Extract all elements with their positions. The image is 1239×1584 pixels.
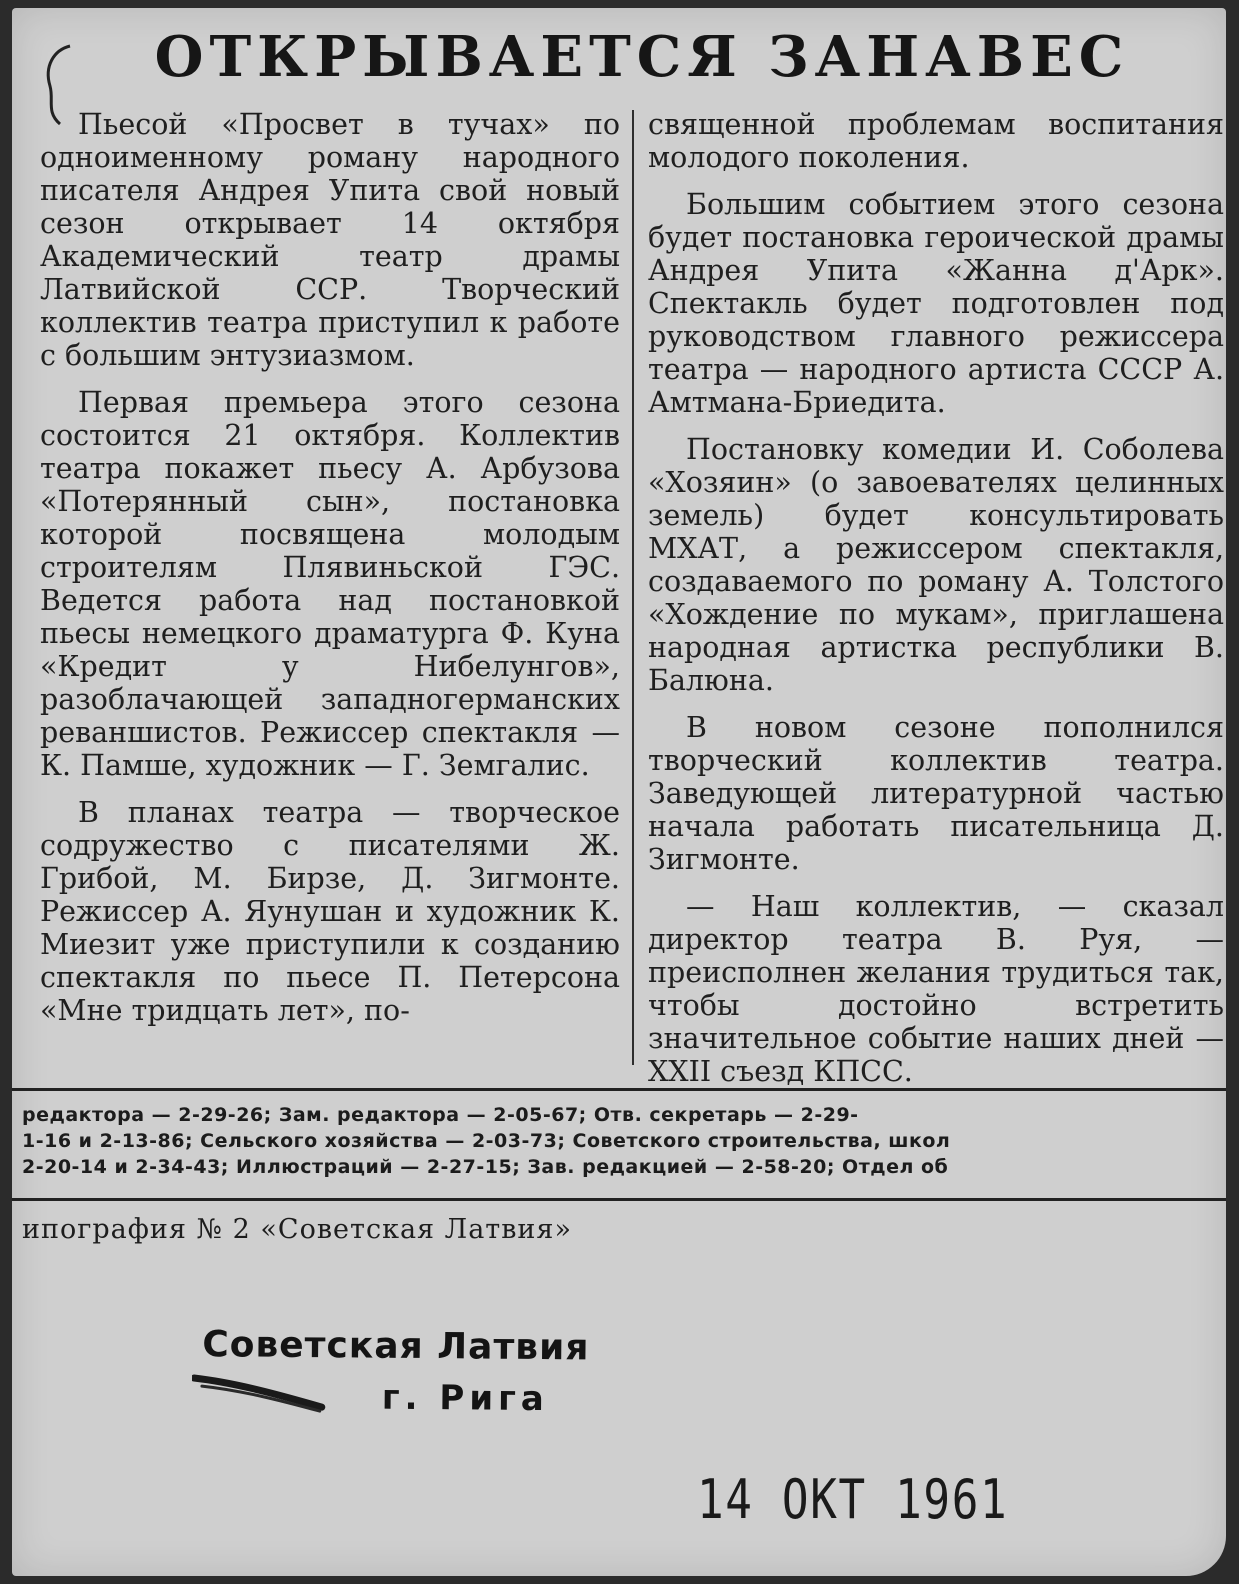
article-paragraph: Пьесой «Просвет в тучах» по одноименному роману народного писателя Андрея Упита свой новый сезон открывает 14 октября Академический театр драмы Латвийской ССР. Творческий коллектив театра приступил к работе с большим энтузиазмом. bbox=[40, 108, 620, 372]
date-stamp: 14 ОКТ 1961 bbox=[697, 1468, 1009, 1531]
masthead-line: редактора — 2-29-26; Зам. редактора — 2-05-67; Отв. секретарь — 2-29- bbox=[22, 1104, 859, 1126]
stamp-city: г. Рига bbox=[381, 1377, 549, 1420]
article-headline: ОТКРЫВАЕТСЯ ЗАНАВЕС bbox=[154, 24, 1130, 90]
article-paragraph: священной проблемам воспитания молодого поколения. bbox=[648, 108, 1224, 174]
printer-imprint: ипография № 2 «Советская Латвия» bbox=[22, 1214, 572, 1245]
article-paragraph: В планах театра — творческое содружество с писателями Ж. Грибой, М. Бирзе, Д. Зигмонте. Режиссер А. Яунушан и художник К. Миезит уже приступили к созданию спектакля по пьесе П. Петерсона «Мне тридцать лет», по- bbox=[40, 796, 620, 1027]
divider-rule bbox=[12, 1088, 1226, 1091]
newspaper-clipping bbox=[12, 8, 1226, 1576]
masthead-phones bbox=[22, 1102, 1226, 1186]
article-column-right bbox=[648, 108, 1224, 1102]
divider-rule bbox=[12, 1198, 1226, 1201]
article-paragraph: — Наш коллектив, — сказал директор театра В. Руя, — преисполнен желания трудиться так, чтобы достойно встретить значительное событие наших дней — XXII съезд КПСС. bbox=[648, 890, 1224, 1088]
article-paragraph: Постановку комедии И. Соболева «Хозяин» (о завоевателях целинных земель) будет консультировать МХАТ, а режиссером спектакля, создаваемого по роману А. Толстого «Хождение по мукам», приглашена народная артистка республики В. Балюна. bbox=[648, 433, 1224, 697]
article-paragraph: Первая премьера этого сезона состоится 21 октября. Коллектив театра покажет пьесу А. Арбузова «Потерянный сын», постановка которой посвящена молодым строителям Плявиньской ГЭС. Ведется работа над постановкой пьесы немецкого драматурга Ф. Куна «Кредит у Нибелунгов», разоблачающей западногерманских реваншистов. Режиссер спектакля — К. Памше, художник — Г. Земгалис. bbox=[40, 386, 620, 782]
article-column-left bbox=[40, 108, 620, 1041]
masthead-line: 1-16 и 2-13-86; Сельского хозяйства — 2-03-73; Советского строительства, школ bbox=[22, 1130, 951, 1152]
stamp-publication: Советская Латвия bbox=[202, 1324, 590, 1369]
ink-stamp bbox=[192, 1324, 653, 1438]
article-paragraph: Большим событием этого сезона будет постановка героической драмы Андрея Упита «Жанна д'Арк». Спектакль будет подготовлен под руководством главного режиссера театра — народного артиста СССР А. Амтмана-Бриедита. bbox=[648, 188, 1224, 419]
masthead-line: 2-20-14 и 2-34-43; Иллюстраций — 2-27-15; Зав. редакцией — 2-58-20; Отдел об bbox=[22, 1156, 949, 1178]
article-paragraph: В новом сезоне пополнился творческий коллектив театра. Заведующей литературной частью начала работать писательница Д. Зигмонте. bbox=[648, 711, 1224, 876]
column-divider bbox=[632, 110, 634, 1065]
